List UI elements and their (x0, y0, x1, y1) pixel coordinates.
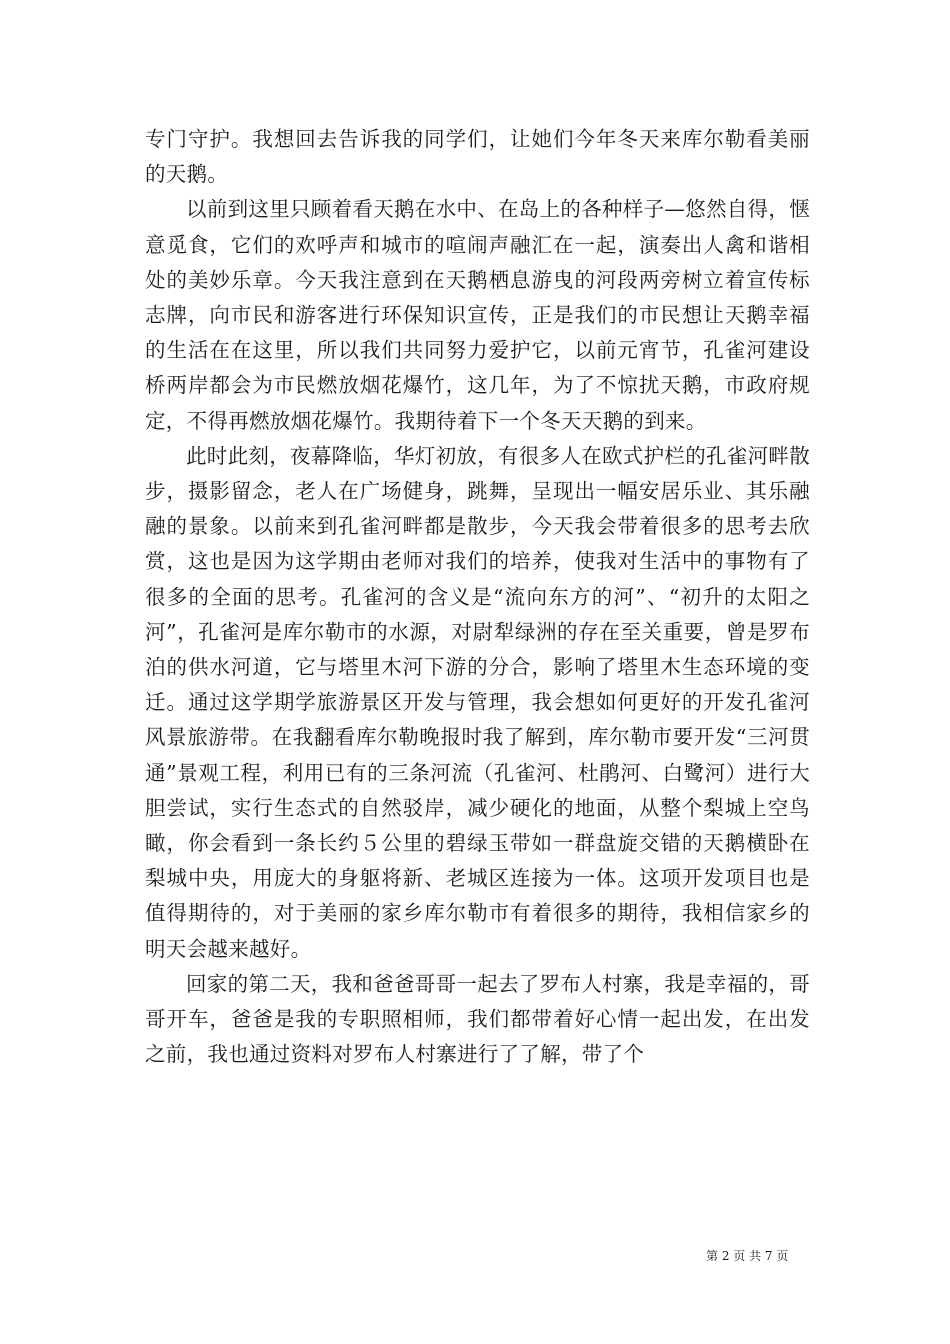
page-number-footer: 第 2 页 共 7 页 (706, 1249, 789, 1263)
paragraph-4: 回家的第二天，我和爸爸哥哥一起去了罗布人村寨，我是幸福的，哥哥开车，爸爸是我的专职照相师，我们都带着好心情一起出发，在出发之前，我也通过资料对罗布人村寨进行了了解，带了个 (145, 971, 810, 1067)
paragraph-2: 以前到这里只顾着看天鹅在水中、在岛上的各种样子—悠然自得，惬意觅食，它们的欢呼声和城市的喧闹声融汇在一起，演奏出人禽和谐相处的美妙乐章。今天我注意到在天鹅栖息游曳的河段两旁树立着宣传标志牌，向市民和游客进行环保知识宣传，正是我们的市民想让天鹅幸福的生活在在这里，所以我们共同努力爱护它，以前元宵节，孔雀河建设桥两岸都会为市民燃放烟花爆竹，这几年，为了不惊扰天鹅，市政府规定，不得再燃放烟花爆竹。我期待着下一个冬天天鹅的到来。 (145, 197, 810, 433)
document-body (145, 122, 810, 1072)
paragraph-1: 专门守护。我想回去告诉我的同学们，让她们今年冬天来库尔勒看美丽的天鹅。 (145, 127, 810, 187)
paragraph-3: 此时此刻，夜幕降临，华灯初放，有很多人在欧式护栏的孔雀河畔散步，摄影留念，老人在广场健身，跳舞，呈现出一幅安居乐业、其乐融融的景象。以前来到孔雀河畔都是散步，今天我会带着很多的思考去欣赏，这也是因为这学期由老师对我们的培养，使我对生活中的事物有了很多的全面的思考。孔雀河的含义是“流向东方的河”、“初升的太阳之河”，孔雀河是库尔勒市的水源，对尉犁绿洲的存在至关重要，曾是罗布泊的供水河道，它与塔里木河下游的分合，影响了塔里木生态环境的变迁。通过这学期学旅游景区开发与管理，我会想如何更好的开发孔雀河风景旅游带。在我翻看库尔勒晚报时我了解到，库尔勒市要开发“三河贯通”景观工程，利用已有的三条河流（孔雀河、杜鹃河、白鹭河）进行大胆尝试，实行生态式的自然驳岸，减少硬化的地面，从整个梨城上空鸟瞰，你会看到一条长约５公里的碧绿玉带如一群盘旋交错的天鹅横卧在梨城中央，用庞大的身躯将新、老城区连接为一体。这项开发项目也是值得期待的，对于美丽的家乡库尔勒市有着很多的期待，我相信家乡的明天会越来越好。 (145, 443, 810, 961)
